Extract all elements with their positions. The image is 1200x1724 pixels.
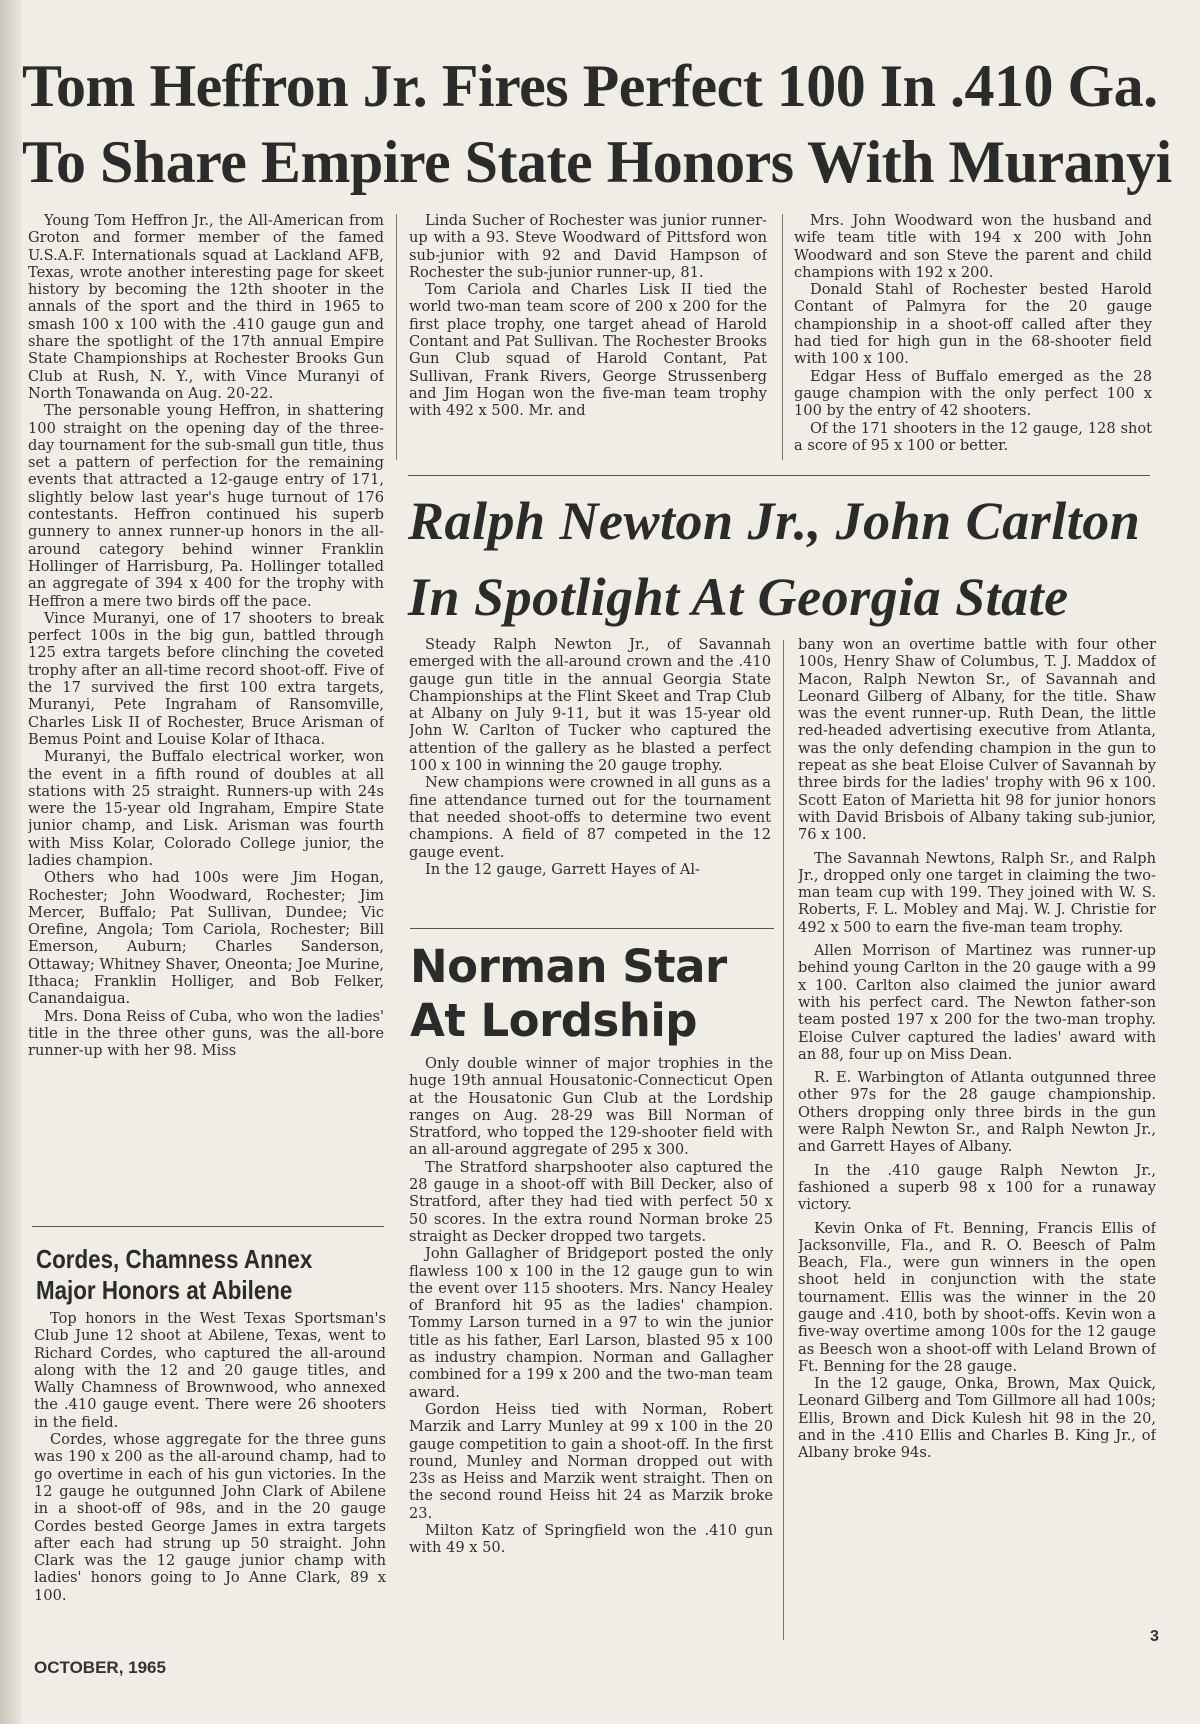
- column-divider: [783, 640, 784, 1640]
- article2-column-2: [798, 636, 1156, 1646]
- article1-column-2: [409, 212, 767, 462]
- column-divider: [782, 214, 783, 460]
- section-divider: [410, 928, 774, 929]
- georgia-headline-line-1: Ralph Newton Jr., John Carlton: [408, 491, 1141, 551]
- paragraph: Milton Katz of Springfield won the .410 gun with 49 x 50.: [409, 1522, 773, 1557]
- paragraph: Steady Ralph Newton Jr., of Savannah emerged with the all-around crown and the .410 gauge gun title in the annual Georgia State Championships at the Flint Skeet and Trap Club at Albany on July 9-11, but it was 15-year old John W. Carlton of Tucker who captured the attention of the gallery as he blasted a perfect 100 x 100 in winning the 20 gauge trophy.: [409, 636, 771, 775]
- paragraph: Tom Cariola and Charles Lisk II tied the world two-man team score of 200 x 200 for the first place trophy, one target ahead of Harold Contant and Pat Sullivan. The Rochester Brooks Gun Club squad of Harold Contant, Pat Sullivan, Frank Rivers, George Strussenberg and Jim Hogan won the five-man team trophy with 492 x 500. Mr. and: [409, 281, 767, 420]
- paragraph: Only double winner of major trophies in the huge 19th annual Housatonic-Connecticut Open at the Housatonic Gun Club at the Lordship ranges on Aug. 28-29 was Bill Norman of Stratford, who topped the 129-shooter field with an all-around aggregate of 295 x 300.: [409, 1055, 773, 1159]
- article1-column-3: [794, 212, 1152, 462]
- article4-column: [34, 1310, 386, 1650]
- paragraph: Allen Morrison of Martinez was runner-up behind young Carlton in the 20 gauge with a 99 x 100. Carlton also claimed the junior award with his perfect card. The Newton father-son team posted 197 x 200 for the two-man trophy. Eloise Culver captured the ladies' award with an 88, four up on Miss Dean.: [798, 942, 1156, 1063]
- paragraph: Mrs. John Woodward won the husband and wife team title with 194 x 200 with John Woodward and son Steve the parent and child champions with 192 x 200.: [794, 212, 1152, 281]
- abilene-headline-line-1: Cordes, Chamness Annex: [36, 1244, 313, 1274]
- column-divider: [396, 214, 397, 460]
- lordship-headline-line-2: At Lordship: [410, 994, 697, 1047]
- paragraph: The personable young Heffron, in shattering 100 straight on the opening day of the three-day tournament for the sub-small gun title, thus set a pattern of perfection for the remaining events that attracted a 12-gauge entry of 171, slightly below last year's huge turnout of 176 contestants. Heffron continued his superb gunnery to annex runner-up honors in the all-around category behind winner Franklin Hollinger of Harrisburg, Pa. Hollinger totalled an aggregate of 394 x 400 for the trophy with Heffron a mere two birds off the pace.: [28, 402, 384, 610]
- lordship-headline: [410, 940, 727, 1048]
- paragraph: Muranyi, the Buffalo electrical worker, won the event in a fifth round of doubles at all stations with 25 straight. Runners-up with 24s were the 15-year old Ingraham, Empire State junior champ, and Lisk. Arisman was fourth with Miss Kolar, Colorado College junior, the ladies champion.: [28, 748, 384, 869]
- paragraph: In the 12 gauge, Garrett Hayes of Al-: [425, 860, 700, 878]
- article1-column-1: [28, 212, 384, 1212]
- paragraph: Others who had 100s were Jim Hogan, Rochester; John Woodward, Rochester; Jim Mercer, Buffalo; Pat Sullivan, Dundee; Vic Orefine, Angola; Tom Cariola, Rochester; Bill Emerson, Auburn; Charles Sanderson, Ottaway; Whitney Shaver, Oneonta; Joe Murine, Ithaca; Franklin Holliger, and Bob Felker, Canandaigua.: [28, 869, 384, 1008]
- abilene-headline-line-2: Major Honors at Abilene: [36, 1275, 293, 1305]
- paragraph: Cordes, whose aggregate for the three guns was 190 x 200 as the all-around champ, had to go overtime in each of his gun victories. In the 12 gauge he outgunned John Clark of Abilene in a shoot-off of 98s, and in the 20 gauge Cordes bested George James in extra targets after each had strung up 50 straight. John Clark was the 12 gauge junior champ with ladies' honors going to Jo Anne Clark, 89 x 100.: [34, 1431, 386, 1604]
- paragraph: R. E. Warbington of Atlanta outgunned three other 97s for the 28 gauge championship. Others dropping only three birds in the gun were Ralph Newton Sr., and Ralph Newton Jr., and Garrett Hayes of Albany.: [798, 1069, 1156, 1156]
- paragraph: Mrs. Dona Reiss of Cuba, who won the ladies' title in the three other guns, was the all-bore runner-up with her 98. Miss: [28, 1007, 384, 1060]
- issue-date: OCTOBER, 1965: [34, 1658, 166, 1677]
- paragraph: Kevin Onka of Ft. Benning, Francis Ellis of Jacksonville, Fla., and R. O. Beesch of Palm Beach, Fla., were gun winners in the open shoot held in conjunction with the state tournament. Ellis was the winner in the 20 gauge and .410, both by shoot-offs. Kevin won a five-way overtime among 100s for the 12 gauge as Beesch won a shoot-off with Leland Brown of Ft. Benning for the 28 gauge.: [798, 1219, 1156, 1375]
- paragraph: Gordon Heiss tied with Norman, Robert Marzik and Larry Munley at 99 x 100 in the 20 gauge competition to gain a shoot-off. In the first round, Munley and Norman dropped out with 23s as Heiss and Marzik went straight. Then on the second round Heiss hit 24 as Marzik broke 23.: [409, 1400, 773, 1522]
- abilene-headline: [36, 1244, 312, 1306]
- paragraph: Edgar Hess of Buffalo emerged as the 28 gauge champion with the only perfect 100 x 100 by the entry of 42 shooters.: [794, 367, 1152, 420]
- paragraph: bany won an overtime battle with four other 100s, Henry Shaw of Columbus, T. J. Maddox of Macon, Ralph Newton Sr., of Savannah and Leonard Gilberg of Albany, for the title. Shaw was the event runner-up. Ruth Dean, the little red-headed advertising executive from Atlanta, was the only defending champion in the gun to repeat as she beat Eloise Culver of Savannah by three birds for the ladies' trophy with 96 x 100. Scott Eaton of Marietta hit 98 for junior honors with David Brisbois of Albany taking sub-junior, 76 x 100.: [798, 636, 1156, 844]
- article2-column-1: [409, 636, 771, 918]
- paragraph: John Gallagher of Bridgeport posted the only flawless 100 x 100 in the 12 gauge gun to win the event over 115 shooters. Mrs. Nancy Healey of Branford hit 95 as the ladies' champion. Tommy Larson turned in a 97 to win the junior title as his father, Earl Larson, blasted 95 x 100 as industry champion. Norman and Gallagher combined for a 199 x 200 and the two-man team award.: [409, 1245, 773, 1401]
- binding-gutter: [0, 0, 22, 1724]
- article3-column: [409, 1055, 773, 1645]
- headline-line-1: Tom Heffron Jr. Fires Perfect 100 In .410 Ga.: [22, 53, 1158, 119]
- section-divider: [408, 475, 1150, 476]
- lordship-headline-line-1: Norman Star: [410, 940, 727, 993]
- section-divider: [32, 1226, 384, 1227]
- paragraph: Top honors in the West Texas Sportsman's Club June 12 shoot at Abilene, Texas, went to Richard Cordes, who captured the all-around along with the 12 and 20 gauge titles, and Wally Chamness of Brownwood, who annexed the .410 gauge event. There were 26 shooters in the field.: [34, 1310, 386, 1431]
- paragraph: Linda Sucher of Rochester was junior runner-up with a 93. Steve Woodward of Pittsford won sub-junior with 92 and David Hampson of Rochester the sub-junior runner-up, 81.: [409, 212, 767, 281]
- georgia-headline-line-2: In Spotlight At Georgia State: [408, 567, 1069, 627]
- paragraph: Donald Stahl of Rochester bested Harold Contant of Palmyra for the 20 gauge championship in a shoot-off called after they had tied for high gun in the 68-shooter field with 100 x 100.: [794, 281, 1152, 368]
- paragraph: The Stratford sharpshooter also captured the 28 gauge in a shoot-off with Bill Decker, also of Stratford, after they had tied with perfect 50 x 50 scores. In the extra round Norman broke 25 straight as Decker dropped two targets.: [409, 1158, 773, 1245]
- page-number: 3: [1150, 1628, 1159, 1645]
- paragraph: In the 12 gauge, Onka, Brown, Max Quick, Leonard Gilberg and Tom Gillmore all had 100s; Ellis, Brown and Dick Kulesh hit 98 in the 20, and in the .410 Ellis and Charles B. King Jr., of Albany broke 94s.: [798, 1375, 1156, 1462]
- paragraph: New champions were crowned in all guns as a fine attendance turned out for the tournament that needed shoot-offs to determine two event champions. A field of 87 competed in the 12 gauge event.: [409, 774, 771, 861]
- paragraph: In the .410 gauge Ralph Newton Jr., fashioned a superb 98 x 100 for a runaway victory.: [798, 1161, 1156, 1214]
- paragraph: Young Tom Heffron Jr., the All-American from Groton and former member of the famed U.S.A.F. Internationals squad at Lackland AFB, Texas, wrote another interesting page for skeet history by becoming the 12th shooter in the annals of the sport and the third in 1965 to smash 100 x 100 with the .410 gauge gun and share the spotlight of the 17th annual Empire State Championships at Rochester Brooks Gun Club at Rush, N. Y., with Vince Muranyi of North Tonawanda on Aug. 20-22.: [28, 212, 384, 402]
- paragraph: Vince Muranyi, one of 17 shooters to break perfect 100s in the big gun, battled through 125 extra targets before clinching the coveted trophy after an all-time record shoot-off. Five of the 17 survived the first 100 extra targets, Muranyi, Pete Ingraham of Ransomville, Charles Lisk II of Rochester, Bruce Arisman of Bemus Point and Louise Kolar of Ithaca.: [28, 609, 384, 748]
- paragraph: The Savannah Newtons, Ralph Sr., and Ralph Jr., dropped only one target in claiming the two-man team cup with 199. They joined with W. S. Roberts, F. L. Mobley and Maj. W. J. Christie for 492 x 500 to earn the five-man team trophy.: [798, 849, 1156, 936]
- paragraph: Of the 171 shooters in the 12 gauge, 128 shot a score of 95 x 100 or better.: [794, 419, 1152, 454]
- headline-line-2: To Share Empire State Honors With Muranyi: [22, 129, 1172, 195]
